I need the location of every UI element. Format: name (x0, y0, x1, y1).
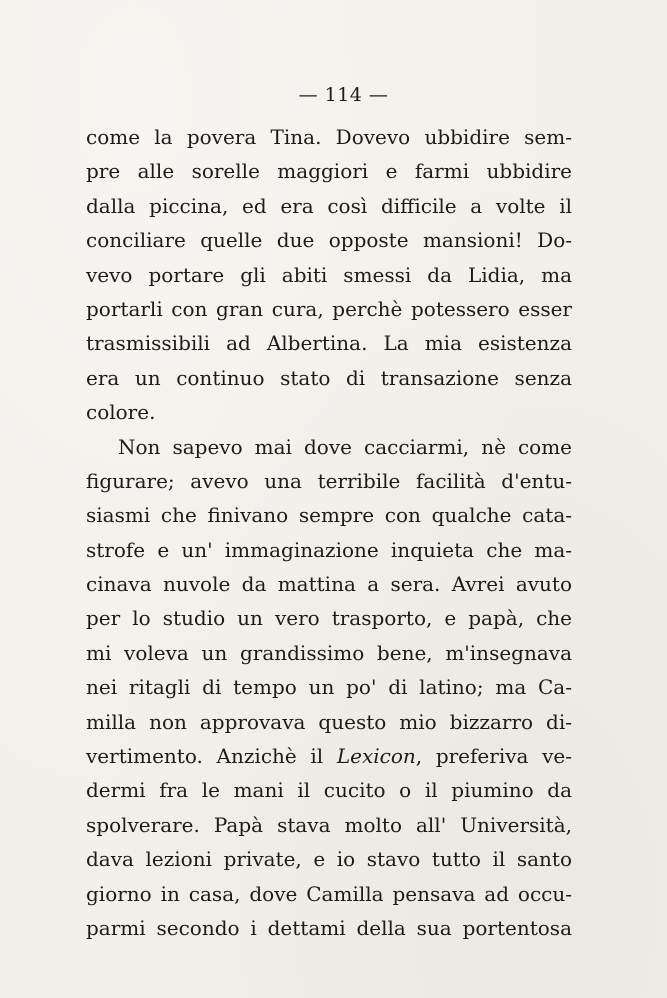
text-line: siasmi che finivano sempre con qualche cata- (86, 503, 572, 528)
text-line: dalla piccina, ed era così difficile a volte il (86, 193, 572, 218)
text-line: cinava nuvole da mattina a sera. Avrei avuto (86, 572, 572, 597)
text-line: strofe e un' immaginazione inquieta che ma- (86, 537, 572, 562)
paragraph-start-line: Non sapevo mai dove cacciarmi, nè come (118, 434, 572, 459)
text-line: spolverare. Papà stava molto all' Università, (86, 812, 572, 837)
text-line: vevo portare gli abiti smessi da Lidia, ma (86, 262, 572, 287)
text-line: era un continuo stato di transazione senza (86, 365, 572, 390)
text-line: giorno in casa, dove Camilla pensava ad occu- (86, 881, 572, 906)
text-line: figurare; avevo una terribile facilità d'entu- (86, 468, 572, 493)
text-line: conciliare quelle due opposte mansioni! Do- (86, 228, 572, 253)
text-line: dava lezioni private, e io stavo tutto il santo (86, 847, 572, 872)
text-line: come la povera Tina. Dovevo ubbidire sem- (86, 125, 572, 149)
text-line: pre alle sorelle maggiori e farmi ubbidire (86, 159, 572, 184)
text-line: trasmissibili ad Albertina. La mia esistenza (86, 331, 572, 356)
text-segment: , preferiva ve- (415, 744, 572, 769)
text-line: dermi fra le mani il cucito o il piumino da (86, 778, 572, 803)
italic-word: Lexicon (336, 744, 416, 769)
text-line: per lo studio un vero trasporto, e papà, che (86, 606, 572, 631)
text-line: mi voleva un grandissimo bene, m'insegnava (86, 640, 572, 665)
text-line: parmi secondo i dettami della sua portentosa (86, 915, 572, 940)
paragraph-end-line: colore. (86, 400, 156, 425)
text-line: milla non approvava questo mio bizzarro di- (86, 709, 572, 734)
text-line: portarli con gran cura, perchè potessero esser (86, 296, 572, 321)
page-number: — 114 — (298, 84, 389, 106)
text-segment: vertimento. Anzichè il (86, 744, 324, 769)
text-line-with-italic (86, 739, 572, 773)
body-text (86, 120, 572, 945)
text-line: nei ritagli di tempo un po' di latino; ma Ca- (86, 675, 572, 700)
